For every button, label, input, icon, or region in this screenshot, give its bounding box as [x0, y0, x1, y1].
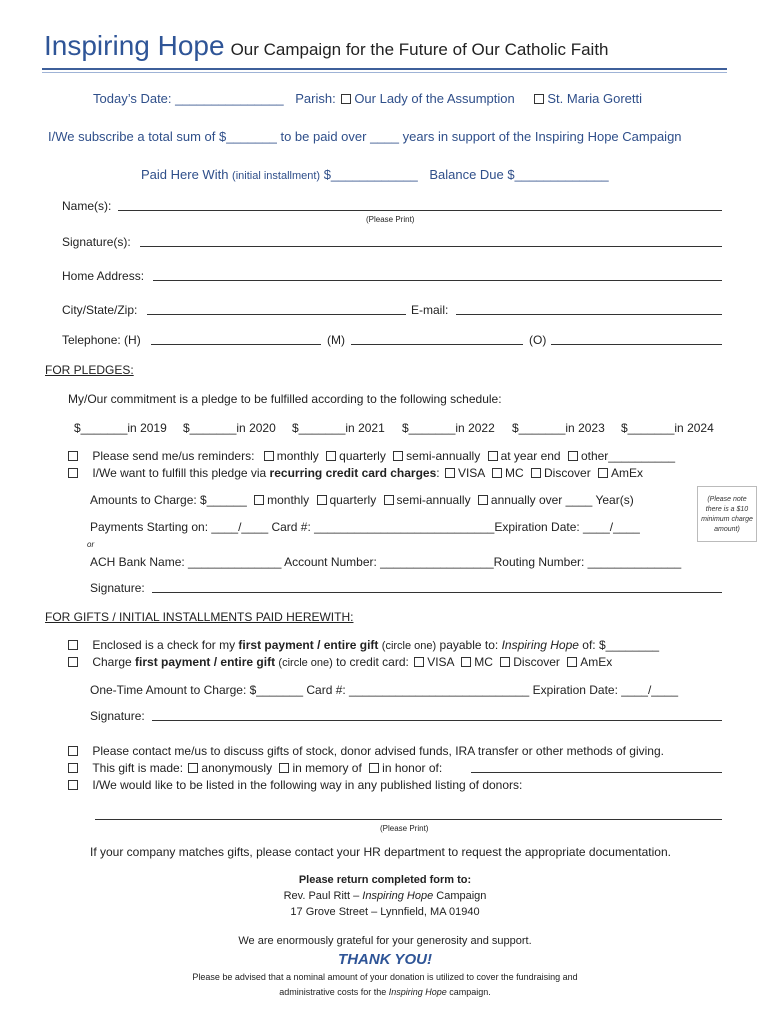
header-rule-thin — [42, 72, 727, 73]
charge-monthly-checkbox[interactable] — [254, 495, 264, 505]
anonymous-checkbox[interactable] — [188, 763, 198, 773]
page-header — [44, 30, 609, 62]
minimum-charge-note: (Please note there is a $10 minimum charge amount) — [697, 486, 757, 542]
pledges-intro: My/Our commitment is a pledge to be fulfilled according to the following schedule: — [68, 392, 502, 406]
disclaimer-suffix: campaign. — [446, 987, 491, 997]
thank-you: THANK YOU! — [338, 951, 432, 968]
reminders-label: Please send me/us reminders: — [92, 449, 255, 463]
balance-field[interactable]: Balance Due $_____________ — [429, 167, 609, 182]
disclaimer-italic: Inspiring Hope — [388, 987, 447, 997]
recurring-discover-label: Discover — [544, 466, 591, 480]
pledge-year-2021[interactable]: $_______in 2021 — [292, 421, 385, 435]
gift-discover-checkbox[interactable] — [500, 657, 510, 667]
reminder-yearend-label: at year end — [500, 449, 561, 463]
in-honor-checkbox[interactable] — [369, 763, 379, 773]
or-label: or — [87, 540, 95, 549]
reminder-other-label[interactable]: other__________ — [580, 449, 676, 463]
home-phone-input[interactable] — [151, 333, 321, 345]
charge-bold: first payment / entire gift — [135, 655, 276, 669]
charge-row — [66, 655, 612, 669]
charge-quarterly-label: quarterly — [329, 493, 377, 507]
gift-mc-checkbox[interactable] — [461, 657, 471, 667]
pledge-year-2024[interactable]: $_______in 2024 — [621, 421, 714, 435]
matching-gifts-text: If your company matches gifts, please contact your HR department to request the appropriate documentation. — [90, 845, 671, 859]
recurring-checkbox[interactable] — [68, 468, 78, 478]
gift-mc-label: MC — [474, 655, 493, 669]
signatures-input[interactable] — [140, 235, 722, 247]
recurring-prefix: I/We want to fulfill this pledge via — [92, 466, 270, 480]
paid-small-note: (initial installment) — [232, 170, 321, 182]
date-field[interactable]: Today’s Date: _______________ — [93, 91, 284, 106]
amounts-to-charge-field[interactable]: Amounts to Charge: $______ — [90, 493, 247, 507]
in-honor-label: in honor of: — [382, 761, 443, 775]
charge-quarterly-checkbox[interactable] — [317, 495, 327, 505]
in-memory-checkbox[interactable] — [279, 763, 289, 773]
names-input[interactable] — [118, 199, 722, 211]
reminder-yearend-checkbox[interactable] — [488, 451, 498, 461]
reminder-quarterly-checkbox[interactable] — [326, 451, 336, 461]
disclaimer-prefix: administrative costs for the — [279, 987, 389, 997]
pledge-year-2023[interactable]: $_______in 2023 — [512, 421, 605, 435]
check-prefix: Enclosed is a check for my — [92, 638, 239, 652]
recurring-visa-label: VISA — [457, 466, 485, 480]
listing-label: I/We would like to be listed in the following way in any published listing of donors: — [92, 778, 523, 792]
pledges-heading: FOR PLEDGES: — [45, 363, 134, 377]
recurring-amex-checkbox[interactable] — [598, 468, 608, 478]
charge-semiannual-label: semi-annually — [396, 493, 471, 507]
signatures-label: Signature(s): — [62, 235, 131, 249]
gift-visa-checkbox[interactable] — [414, 657, 424, 667]
check-middle: payable to: — [436, 638, 502, 652]
charge-checkbox[interactable] — [68, 657, 78, 667]
contact-option-row — [66, 744, 664, 758]
gift-visa-label: VISA — [427, 655, 454, 669]
office-phone-input[interactable] — [551, 333, 722, 345]
intro-date-parish — [93, 91, 642, 106]
payments-starting-line[interactable]: Payments Starting on: ____/____ Card #: ___________________________Expiration Date: ____/____ — [90, 520, 640, 534]
check-amount-field[interactable]: of: $________ — [578, 638, 660, 652]
recurring-mc-label: MC — [505, 466, 524, 480]
gift-made-row — [66, 761, 442, 775]
paid-amount-field[interactable]: $____________ — [323, 167, 418, 182]
check-payee: Inspiring Hope — [501, 638, 579, 652]
gift-made-label: This gift is made: — [92, 761, 184, 775]
listing-checkbox[interactable] — [68, 780, 78, 790]
reminders-checkbox[interactable] — [68, 451, 78, 461]
home-address-label: Home Address: — [62, 269, 145, 283]
recurring-row — [66, 466, 643, 480]
anonymous-label: anonymously — [201, 761, 273, 775]
charge-suffix: to credit card: — [332, 655, 409, 669]
contact-option-checkbox[interactable] — [68, 746, 78, 756]
pledge-signature-label: Signature: — [90, 581, 145, 595]
charge-prefix: Charge — [92, 655, 136, 669]
home-address-input[interactable] — [153, 269, 722, 281]
mobile-label: (M) — [327, 333, 345, 347]
return-name-italic: Inspiring Hope — [362, 890, 434, 902]
pledge-year-2019[interactable]: $_______in 2019 — [74, 421, 167, 435]
in-honor-input[interactable] — [471, 761, 722, 773]
onetime-line[interactable]: One-Time Amount to Charge: $_______ Card #: ___________________________ Expiration Date: ____/____ — [90, 683, 678, 697]
disclaimer-line-1: Please be advised that a nominal amount of your donation is utilized to cover the fundraising and — [192, 972, 578, 982]
recurring-suffix: : — [436, 466, 440, 480]
amounts-row — [90, 493, 634, 507]
return-name-prefix: Rev. Paul Ritt – — [283, 890, 363, 902]
page-subtitle: Our Campaign for the Future of Our Catholic Faith — [230, 40, 609, 59]
return-heading: Please return completed form to: — [298, 874, 472, 886]
gift-made-checkbox[interactable] — [68, 763, 78, 773]
grateful-text: We are enormously grateful for your generosity and support. — [238, 935, 532, 947]
return-address: 17 Grove Street – Lynnfield, MA 01940 — [290, 906, 480, 918]
telephone-label: Telephone: (H) — [62, 333, 141, 347]
parish-checkbox-2[interactable] — [534, 94, 544, 104]
check-row — [66, 638, 659, 652]
page-title: Inspiring Hope — [44, 30, 225, 61]
subscribe-line[interactable]: I/We subscribe a total sum of $_______ to be paid over ____ years in support of the Inspiring Hope Campaign — [48, 129, 682, 144]
charge-monthly-label: monthly — [267, 493, 310, 507]
parish-option-1: Our Lady of the Assumption — [354, 91, 515, 106]
reminder-monthly-checkbox[interactable] — [264, 451, 274, 461]
gift-discover-label: Discover — [513, 655, 560, 669]
reminder-monthly-label: monthly — [276, 449, 319, 463]
recurring-bold: recurring credit card charges — [269, 466, 437, 480]
reminder-semiannual-label: semi-annually — [406, 449, 481, 463]
recurring-visa-checkbox[interactable] — [445, 468, 455, 478]
city-label: City/State/Zip: — [62, 303, 138, 317]
return-name-suffix: Campaign — [433, 890, 487, 902]
return-name — [0, 890, 770, 902]
in-memory-label: in memory of — [292, 761, 362, 775]
parish-label: Parish: — [295, 91, 336, 106]
reminder-quarterly-label: quarterly — [339, 449, 386, 463]
pledge-year-2020[interactable]: $_______in 2020 — [183, 421, 276, 435]
paid-line — [141, 167, 609, 182]
ach-line[interactable]: ACH Bank Name: ______________ Account Number: _________________Routing Number: ______________ — [90, 555, 682, 569]
check-circle-note: (circle one) — [381, 640, 437, 652]
check-checkbox[interactable] — [68, 640, 78, 650]
parish-option-2: St. Maria Goretti — [547, 91, 643, 106]
recurring-amex-label: AmEx — [611, 466, 644, 480]
gift-signature-label: Signature: — [90, 709, 145, 723]
gift-signature-input[interactable] — [152, 709, 722, 721]
charge-circle-note: (circle one) — [278, 657, 333, 669]
gift-amex-checkbox[interactable] — [567, 657, 577, 667]
mobile-phone-input[interactable] — [351, 333, 523, 345]
disclaimer-line-2 — [0, 987, 770, 997]
pledge-year-2022[interactable]: $_______in 2022 — [402, 421, 495, 435]
listing-input[interactable] — [95, 808, 722, 820]
office-label: (O) — [529, 333, 547, 347]
charge-semiannual-checkbox[interactable] — [384, 495, 394, 505]
header-rule — [42, 68, 727, 70]
listing-please-print: (Please Print) — [380, 824, 429, 833]
email-label: E-mail: — [411, 303, 449, 317]
charge-annual-checkbox[interactable] — [478, 495, 488, 505]
reminder-other-checkbox[interactable] — [568, 451, 578, 461]
names-label: Name(s): — [62, 199, 112, 213]
paid-label: Paid Here With — [141, 167, 229, 182]
parish-checkbox-1[interactable] — [341, 94, 351, 104]
reminders-row — [66, 449, 675, 463]
gifts-heading: FOR GIFTS / INITIAL INSTALLMENTS PAID HEREWITH: — [45, 610, 354, 624]
email-input[interactable] — [456, 303, 722, 315]
city-input[interactable] — [147, 303, 406, 315]
names-please-print: (Please Print) — [366, 215, 415, 224]
charge-annual-label[interactable]: annually over ____ Year(s) — [490, 493, 634, 507]
pledge-signature-input[interactable] — [152, 581, 722, 593]
listing-row — [66, 778, 522, 792]
recurring-discover-checkbox[interactable] — [531, 468, 541, 478]
recurring-mc-checkbox[interactable] — [492, 468, 502, 478]
contact-option-label: Please contact me/us to discuss gifts of stock, donor advised funds, IRA transfer or other methods of giving. — [92, 744, 664, 758]
reminder-semiannual-checkbox[interactable] — [393, 451, 403, 461]
gift-amex-label: AmEx — [580, 655, 613, 669]
check-bold: first payment / entire gift — [238, 638, 379, 652]
